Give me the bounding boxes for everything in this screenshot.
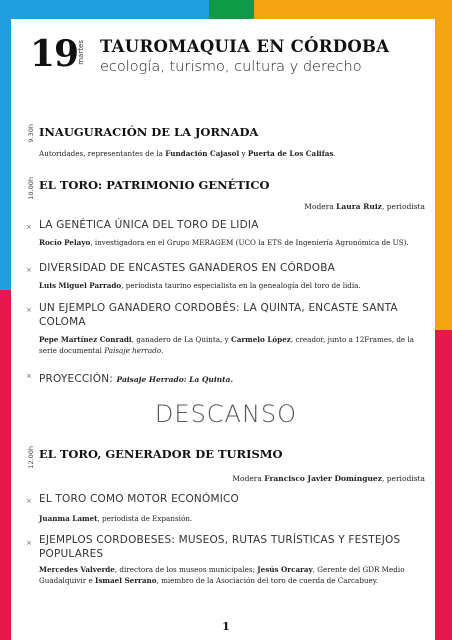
proyeccion-label: PROYECCIÓN: (39, 373, 117, 385)
bullet-icon: × (26, 223, 32, 231)
time-patrimonio: 10.00h (27, 177, 35, 200)
day-number: 19 (30, 33, 79, 75)
day-name: martes (77, 40, 85, 65)
inauguracion-description: Autoridades, representantes de la Fundación Cajasol y Puerta de Los Califas. (39, 149, 336, 158)
section-title-inauguracion: INAUGURACIÓN DE LA JORNADA (39, 125, 259, 139)
talk-speakers: Rocío Pelayo, investigadora en el Grupo MERAGEM (UCO la ETS de Ingeniería Agronómica de US). (39, 238, 409, 247)
frame-orange-right (435, 0, 452, 330)
frame-green-top (209, 0, 254, 19)
bullet-icon: × (26, 497, 32, 505)
time-turismo: 12.00h (27, 446, 35, 469)
talk-speakers: Mercedes Valverde, directora de los museos municipales; Jesús Orcaray, Gerente del GDR Medio Guadalquivir e Ismael Serrano, miembro de la Asociación del toro de cuerda de Carcabuey. (39, 565, 405, 585)
moderator-patrimonio: Modera Laura Ruiz, periodista (304, 202, 425, 211)
moderator-turismo: Modera Francisco Javier Domínguez, periodista (232, 474, 425, 483)
page-number: 1 (222, 620, 230, 633)
section-title-patrimonio: EL TORO: PATRIMONIO GENÉTICO (39, 178, 270, 192)
talk-title: DIVERSIDAD DE ENCASTES GANADEROS EN CÓRDOBA (39, 262, 336, 274)
frame-orange-top (254, 0, 452, 19)
bullet-icon: × (26, 306, 32, 314)
talk-title: UN EJEMPLO GANADERO CORDOBÉS: LA QUINTA, ENCASTE SANTA COLOMA (39, 302, 398, 328)
frame-red-left (0, 290, 11, 640)
descanso-heading: DESCANSO (154, 400, 298, 428)
talk-title: EL TORO COMO MOTOR ECONÓMICO (39, 493, 239, 505)
main-title: TAUROMAQUIA EN CÓRDOBA (100, 37, 390, 56)
frame-red-right (435, 330, 452, 640)
proyeccion-work: Paisaje Herrado: La Quinta. (116, 375, 234, 384)
bullet-icon: × (26, 266, 32, 274)
talk-speakers: Luis Miguel Parrado, periodista taurino especialista en la genealogía del toro de lidia. (39, 281, 361, 290)
talk-title: LA GENÉTICA ÚNICA DEL TORO DE LIDIA (39, 219, 259, 231)
talk-title: EJEMPLOS CORDOBESES: MUSEOS, RUTAS TURÍSTICAS Y FESTEJOS POPULARES (39, 534, 401, 560)
proyeccion-line (39, 367, 233, 387)
talk-speakers: Juanma Lamet, periodista de Expansión. (39, 514, 193, 523)
bullet-icon: × (26, 539, 32, 547)
talk-speakers: Pepe Martínez Conradi, ganadero de La Quinta, y Carmelo López, creador, junto a 12Frames, de la serie documental Paisaje herrado. (39, 335, 415, 355)
section-title-turismo: EL TORO, GENERADOR DE TURISMO (39, 447, 283, 461)
time-inauguracion: 9.30h (27, 124, 35, 143)
main-subtitle: ecología, turismo, cultura y derecho (100, 59, 362, 75)
frame-blue-top (0, 0, 209, 19)
bullet-icon: × (26, 372, 32, 380)
frame-blue-left (0, 0, 11, 290)
